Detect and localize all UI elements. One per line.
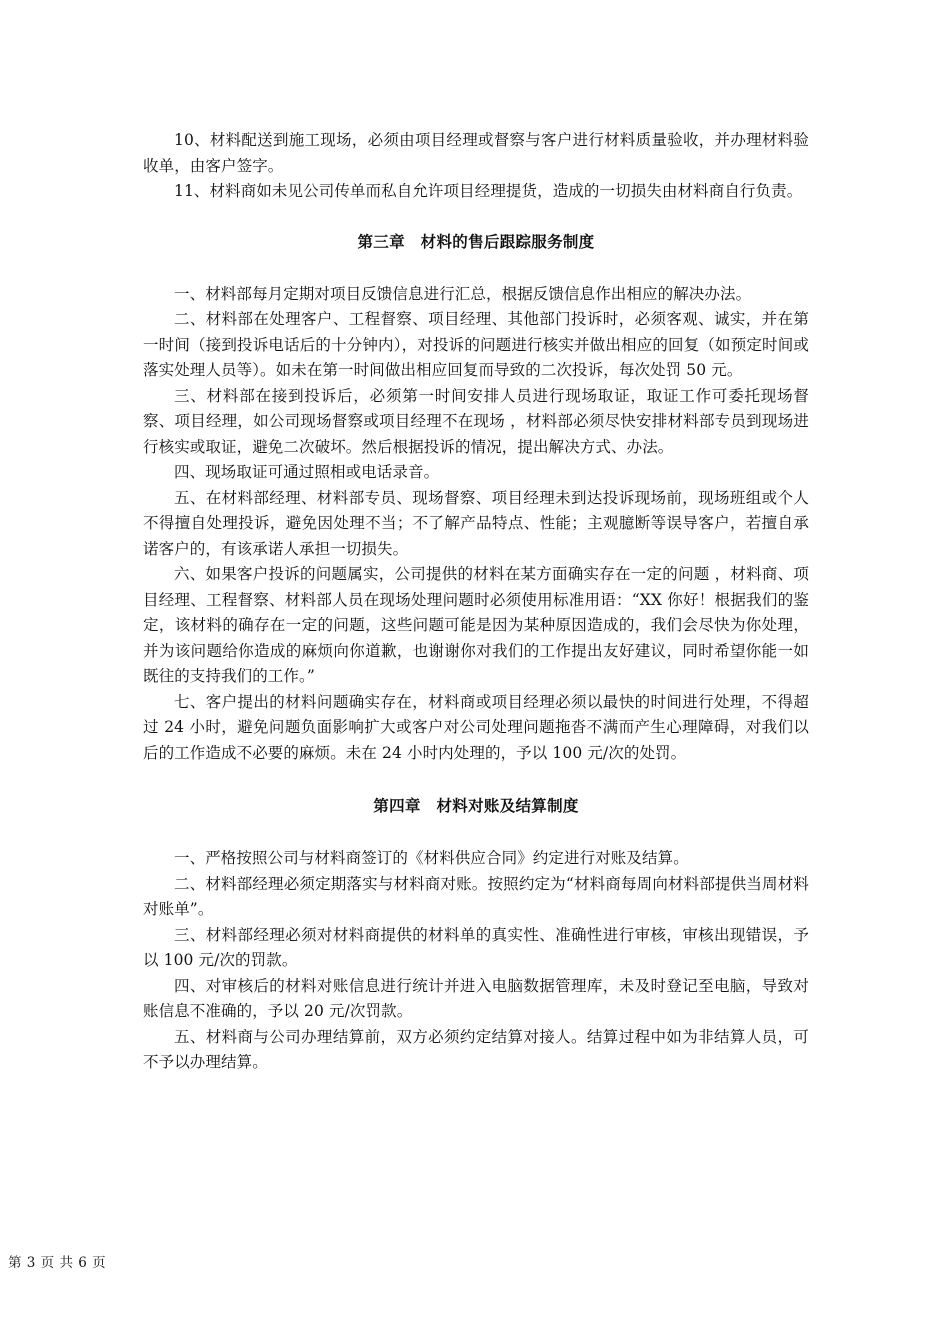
chapter-3-title: 第三章 材料的售后跟踪服务制度 [357, 231, 595, 251]
paragraph: 三、材料部经理必须对材料商提供的材料单的真实性、准确性进行审核，审核出现错误，予以 100 元/次的罚款。 [143, 925, 809, 969]
paragraph: 五、在材料部经理、材料部专员、现场督察、项目经理未到达投诉现场前，现场班组或个人不得擅自处理投诉，避免因处理不当；不了解产品特点、性能；主观臆断等误导客户，若擅自承诺客户的，有该承诺人承担一切损失。 [143, 488, 809, 558]
page-number-footer: 第 3 页 共 6 页 [8, 1255, 107, 1271]
paragraph: 三、材料部在接到投诉后，必须第一时间安排人员进行现场取证，取证工作可委托现场督察、项目经理，如公司现场督察或项目经理不在现场 ，材料部必须尽快安排材料部专员到现场进行核实或取证，避免二次破坏。然后根据投诉的情况，提出解决方式、办法。 [143, 386, 809, 456]
paragraph: 四、现场取证可通过照相或电话录音。 [174, 463, 440, 481]
paragraph: 二、材料部经理必须定期落实与材料商对账。按照约定为“材料商每周向材料部提供当周材料对账单”。 [143, 874, 809, 918]
paragraph: 一、严格按照公司与材料商签订的《材料供应合同》约定进行对账及结算。 [174, 849, 689, 867]
spacer [143, 205, 809, 229]
spacer [143, 255, 809, 282]
spacer [143, 819, 809, 846]
page-content [143, 128, 809, 1076]
paragraph: 四、对审核后的材料对账信息进行统计并进入电脑数据管理库，未及时登记至电脑，导致对账信息不准确的，予以 20 元/次罚款。 [143, 976, 809, 1020]
spacer [143, 766, 809, 793]
paragraph: 六、如果客户投诉的问题属实，公司提供的材料在某方面确实存在一定的问题 ，材料商、项目经理、工程督察、材料部人员在现场处理问题时必须使用标准用语：“XX 你好！根据我们的鉴定，该材料的确存在一定的问题，这些问题可能是因为某种原因造成的，我们会尽快为你处理，并为该问题给你造成的麻烦向你道歉，也谢谢你对我们的工作提出友好建议，同时希望你能一如既往的支持我们的工作。” [143, 565, 809, 685]
chapter-4-title: 第四章 材料对账及结算制度 [373, 796, 579, 815]
paragraph: 一、材料部每月定期对项目反馈信息进行汇总，根据反馈信息作出相应的解决办法。 [174, 284, 752, 303]
paragraph: 10、材料配送到施工现场，必须由项目经理或督察与客户进行材料质量验收，并办理材料验收单，由客户签字。 [143, 131, 809, 175]
paragraph: 11、材料商如未见公司传单而私自允许项目经理提货，造成的一切损失由材料商自行负责。 [174, 182, 803, 200]
paragraph: 七、客户提出的材料问题确实存在，材料商或项目经理必须以最快的时间进行处理，不得超过 24 小时，避免问题负面影响扩大或客户对公司处理问题拖沓不满而产生心理障碍，对我们以后的工作造成不必要的麻烦。未在 24 小时内处理的，予以 100 元/次的处罚。 [143, 692, 809, 762]
paragraph: 五、材料商与公司办理结算前，双方必须约定结算对接人。结算过程中如为非结算人员，可不予以办理结算。 [143, 1027, 809, 1071]
paragraph: 二、材料部在处理客户、工程督察、项目经理、其他部门投诉时，必须客观、诚实，并在第一时间（接到投诉电话后的十分钟内），对投诉的问题进行核实并做出相应的回复（如预定时间或落实处理人员等）。如未在第一时间做出相应回复而导致的二次投诉，每次处罚 50 元。 [143, 310, 809, 379]
